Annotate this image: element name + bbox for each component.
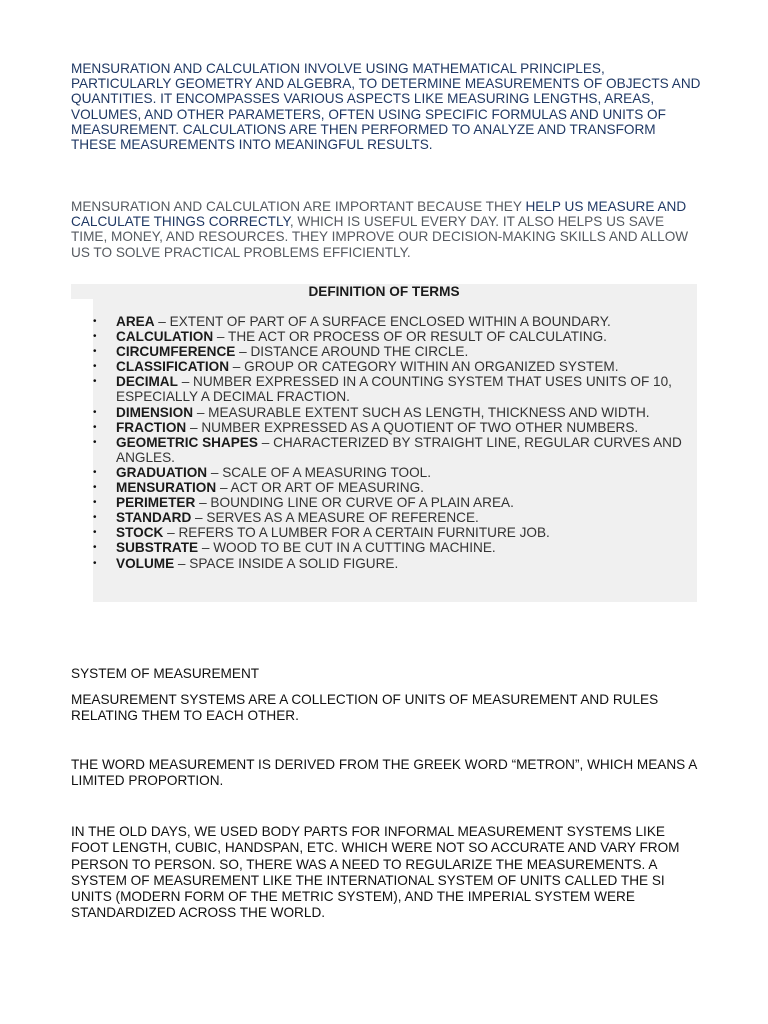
system-paragraph-history: IN THE OLD DAYS, WE USED BODY PARTS FOR INFORMAL MEASUREMENT SYSTEMS LIKE FOOT LENGTH, CUBIC, HANDSPAN, ETC. WHICH WERE NOT SO ACCURATE AND VARY FROM PERSON TO PERSON. SO, THERE WAS A NEED TO REGULARIZE THE MEASUREMENTS. A SYSTEM OF MEASUREMENT LIKE THE INTERNATIONAL SYSTEM OF UNITS CALLED THE SI UNITS (MODERN FORM OF THE METRIC SYSTEM), AND THE IMPERIAL SYSTEM WERE STANDARDIZED ACROSS THE WORLD. <box>71 824 680 921</box>
definition-text: – GROUP OR CATEGORY WITHIN AN ORGANIZED SYSTEM. <box>229 359 619 375</box>
definition-term: DECIMAL <box>116 374 178 390</box>
definitions-list <box>93 314 696 571</box>
definition-text: – SCALE OF A MEASURING TOOL. <box>207 464 431 480</box>
bullet-icon: • <box>93 406 97 418</box>
definition-text: – NUMBER EXPRESSED IN A COUNTING SYSTEM THAT USES UNITS OF 10, ESPECIALLY A DECIMAL FRACTION. <box>116 374 672 405</box>
definition-term: PERIMETER <box>116 495 196 511</box>
bullet-icon: • <box>93 542 97 554</box>
definition-text: – SPACE INSIDE A SOLID FIGURE. <box>174 555 399 571</box>
bullet-icon: • <box>93 527 97 539</box>
definition-term: CLASSIFICATION <box>116 359 230 375</box>
importance-text-start: MENSURATION AND CALCULATION ARE IMPORTANT BECAUSE THEY <box>71 199 526 214</box>
system-paragraph-collection: MEASUREMENT SYSTEMS ARE A COLLECTION OF UNITS OF MEASUREMENT AND RULES RELATING THEM TO EACH OTHER. <box>71 692 659 724</box>
definition-text: – BOUNDING LINE OR CURVE OF A PLAIN AREA. <box>195 495 514 511</box>
bullet-icon: • <box>93 376 97 388</box>
definition-term: FRACTION <box>116 419 187 435</box>
bullet-icon: • <box>93 436 97 448</box>
system-heading: SYSTEM OF MEASUREMENT <box>71 666 260 681</box>
intro-paragraph-importance <box>71 199 701 260</box>
definition-text: – DISTANCE AROUND THE CIRCLE. <box>235 344 469 360</box>
definition-item <box>93 419 696 435</box>
definition-item <box>93 464 696 480</box>
definition-term: GRADUATION <box>116 464 208 480</box>
definition-text: – THE ACT OR PROCESS OF OR RESULT OF CALCULATING. <box>213 329 607 345</box>
definition-text: – MEASURABLE EXTENT SUCH AS LENGTH, THICKNESS AND WIDTH. <box>193 404 650 420</box>
importance-highlight: HELP US MEASURE AND CALCULATE THINGS CORRECTLY <box>71 199 687 230</box>
bullet-icon: • <box>93 346 97 358</box>
definition-item <box>93 314 696 329</box>
definition-term: CALCULATION <box>116 329 214 345</box>
bullet-icon: • <box>93 361 97 373</box>
definition-item <box>93 555 696 571</box>
definition-term: STANDARD <box>116 510 192 526</box>
definition-term: MENSURATION <box>116 480 217 496</box>
definition-term: AREA <box>116 314 155 329</box>
definition-term: DIMENSION <box>116 404 194 420</box>
definition-item <box>93 510 696 526</box>
definition-item <box>93 540 696 556</box>
definition-text: – ACT OR ART OF MEASURING. <box>216 480 424 496</box>
bullet-icon: • <box>93 316 97 327</box>
bullet-icon: • <box>93 512 97 524</box>
bullet-icon: • <box>93 331 97 343</box>
intro-paragraph-definition: MENSURATION AND CALCULATION INVOLVE USING MATHEMATICAL PRINCIPLES, PARTICULARLY GEOMETRY AND ALGEBRA, TO DETERMINE MEASUREMENTS OF OBJECTS AND QUANTITIES. IT ENCOMPASSES VARIOUS ASPECTS LIKE MEASURING LENGTHS, AREAS, VOLUMES, AND OTHER PARAMETERS, OFTEN USING SPECIFIC FORMULAS AND UNITS OF MEASUREMENT. CALCULATIONS ARE THEN PERFORMED TO ANALYZE AND TRANSFORM THESE MEASUREMENTS INTO MEANINGFUL RESULTS. <box>71 61 701 153</box>
definition-text: – REFERS TO A LUMBER FOR A CERTAIN FURNITURE JOB. <box>163 525 550 541</box>
bullet-icon: • <box>93 497 97 509</box>
definition-item <box>93 480 696 496</box>
definitions-title: DEFINITION OF TERMS <box>308 284 460 299</box>
definition-text: – EXTENT OF PART OF A SURFACE ENCLOSED WITHIN A BOUNDARY. <box>154 314 611 329</box>
definition-item <box>93 404 696 420</box>
definition-item <box>93 495 696 511</box>
definition-text: – SERVES AS A MEASURE OF REFERENCE. <box>191 510 479 526</box>
definition-text: – CHARACTERIZED BY STRAIGHT LINE, REGULAR CURVES AND ANGLES. <box>116 434 682 465</box>
definition-item <box>93 525 696 541</box>
bullet-icon: • <box>93 466 97 478</box>
bullet-icon: • <box>93 557 97 569</box>
definition-term: SUBSTRATE <box>116 540 199 556</box>
system-paragraph-metron: THE WORD MEASUREMENT IS DERIVED FROM THE GREEK WORD “METRON”, WHICH MEANS A LIMITED PROPORTION. <box>71 757 697 789</box>
definition-text: – WOOD TO BE CUT IN A CUTTING MACHINE. <box>198 540 496 556</box>
bullet-icon: • <box>93 482 97 494</box>
definition-term: GEOMETRIC SHAPES <box>116 434 258 450</box>
definition-item <box>93 359 696 375</box>
definition-text: – NUMBER EXPRESSED AS A QUOTIENT OF TWO OTHER NUMBERS. <box>186 419 639 435</box>
importance-text-end: , WHICH IS USEFUL EVERY DAY. IT ALSO HELPS US SAVE TIME, MONEY, AND RESOURCES. THEY IMPROVE OUR DECISION-MAKING SKILLS AND ALLOW US TO SOLVE PRACTICAL PROBLEMS EFFICIENTLY. <box>71 214 689 260</box>
definition-item <box>93 374 696 405</box>
definition-term: CIRCUMFERENCE <box>116 344 236 360</box>
definition-item <box>93 344 696 360</box>
definition-term: VOLUME <box>116 555 175 571</box>
definition-item <box>93 434 696 465</box>
definitions-box <box>71 284 697 602</box>
definition-term: STOCK <box>116 525 164 541</box>
bullet-icon: • <box>93 421 97 433</box>
definitions-gutter <box>71 299 93 602</box>
definition-item <box>93 329 696 345</box>
